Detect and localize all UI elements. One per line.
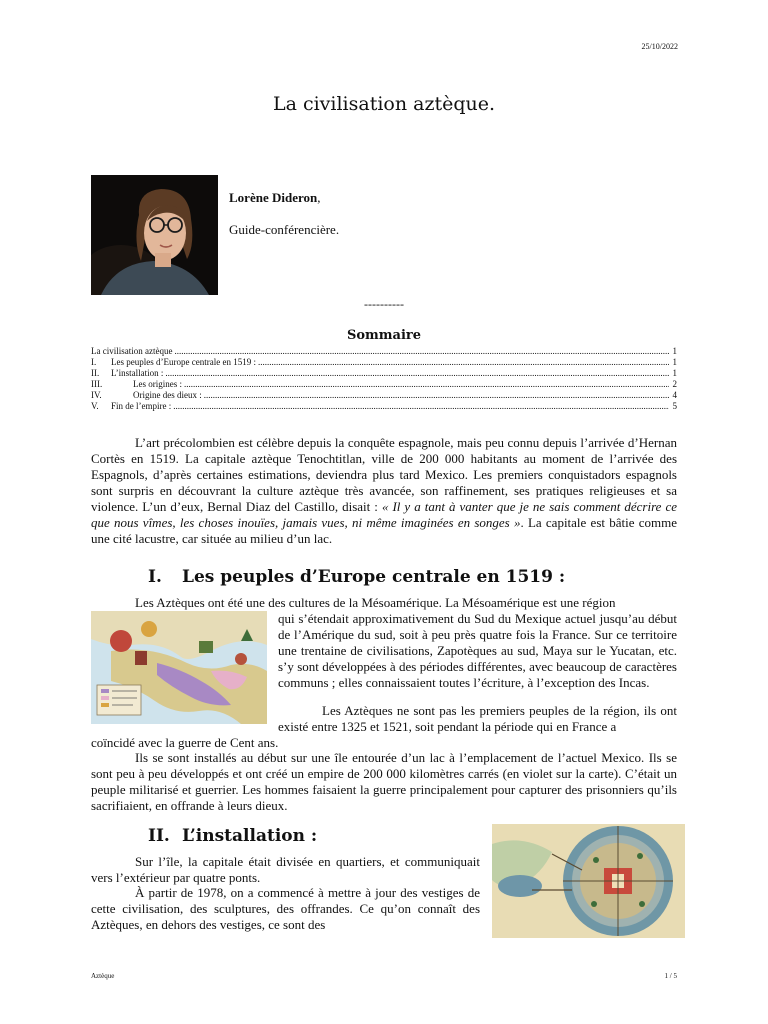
toc-item[interactable] — [91, 379, 677, 390]
toc-item-number: I. — [91, 357, 97, 367]
toc-leader — [258, 357, 669, 368]
toc-item-page: 1 — [672, 368, 677, 378]
section-number: II. — [148, 826, 170, 846]
intro-text: L’art précolombien est célèbre depuis la conquête espagnole, mais peu connu depuis l’arrivée d’Hernan Cortès en 1519. La capitale aztèque Tenochtitlan, ville de 200 000 habitants au moment de l’arrivée des Espagnols, d’après certaines estimations, deviendra plus tard Mexico. Les premiers conquistadors espagnols sont surpris en découvrant la culture aztèque très avancée, son raffinement, ses pratiques religieuses et sa violence. L’un d’eux, Bernal Diaz del Castillo, disait : — [91, 435, 677, 514]
tenochtitlan-map-image — [492, 824, 685, 938]
page-number: 1 / 5 — [664, 972, 677, 980]
intro-paragraph — [91, 435, 677, 547]
toc-item-label: La civilisation aztèque — [91, 346, 173, 356]
section2-paragraph-2: À partir de 1978, on a commencé à mettre à jour des vestiges de cette civilisation, des sculptures, des offrandes. Ce qu’on connaît des Aztèques, en dehors des vestiges, ce sont des — [91, 885, 480, 932]
author-name-suffix: , — [317, 190, 321, 205]
author-name — [229, 190, 320, 206]
toc-item-page: 2 — [672, 379, 677, 389]
toc-item-number: V. — [91, 401, 99, 411]
author-role: Guide-conférencière. — [229, 222, 340, 237]
section2-paragraph-1: Sur l’île, la capitale était divisée en quartiers, et communiquait vers l’extérieur par quatre ponts. — [91, 854, 480, 885]
toc-item-label: Fin de l’empire : — [111, 401, 172, 411]
toc-leader — [165, 368, 669, 379]
intro-text-end: . La capitale est bâtie comme une cité lacustre, car située au milieu d’un lac. — [91, 515, 677, 546]
toc-item-number: III. — [91, 379, 103, 389]
toc-leader — [174, 346, 669, 357]
section-number: I. — [148, 567, 162, 587]
section-title: L’installation : — [182, 826, 318, 846]
intro-quote: « Il y a tant à vanter que je ne sais comment décrire ce que nous vîmes, les choses inouïes, jamais vues, ni même imaginées en songes » — [91, 499, 678, 530]
section1-paragraph-rest: qui s’étendait approximativement du Sud du Mexique actuel jusqu’au début de l’Amérique du sud, soit à peu près quatre fois la France. Sur ce territoire une trentaine de civilisations, Zapotèques au sud, Maya sur le Yucatan, etc. s’y sont développées à des périodes différentes, avec beaucoup de caractères communs ; elles connaissaient toutes l’écriture, à l’exception des Incas. — [278, 611, 677, 690]
toc-item-label: Les origines : — [133, 379, 182, 389]
table-of-contents — [91, 346, 677, 412]
section1-paragraph-line1: Les Aztèques ont été une des cultures de la Mésoamérique. La Mésoamérique est une région — [135, 595, 616, 610]
toc-item[interactable] — [91, 368, 677, 379]
section1-paragraph-3: Ils se sont installés au début sur une île entourée d’un lac à l’emplacement de l’actuel Mexico. Ils se sont peu à peu développés et ont créé un empire de 200 000 kilomètres carrés (en violet sur la carte). C’était un peuple militarisé et guerrier. Les hommes faisaient la guerre principalement pour capturer des prisonniers qu’ils sacrifiaient, en offrande à leurs dieux. — [91, 750, 677, 813]
toc-item[interactable] — [91, 346, 677, 357]
toc-leader — [173, 401, 669, 412]
separator: ---------- — [364, 297, 404, 311]
author-photo — [91, 175, 218, 295]
toc-item-number: II. — [91, 368, 100, 378]
toc-item-number: IV. — [91, 390, 102, 400]
toc-title: Sommaire — [346, 328, 422, 343]
mesoamerica-map-image — [91, 611, 267, 724]
toc-item[interactable] — [91, 401, 677, 412]
section-heading-2 — [148, 826, 317, 846]
toc-item-page: 5 — [672, 401, 677, 411]
page-title: La civilisation aztèque. — [272, 93, 496, 115]
toc-item-page: 1 — [672, 357, 677, 367]
toc-item-label: L’installation : — [111, 368, 164, 378]
section-heading-1 — [148, 567, 565, 587]
toc-item[interactable] — [91, 390, 677, 401]
toc-leader — [204, 390, 669, 401]
toc-leader — [184, 379, 669, 390]
footer-label: Aztèque — [91, 972, 115, 980]
toc-item-label: Origine des dieux : — [133, 390, 202, 400]
section1-paragraph-2: Les Aztèques ne sont pas les premiers peuples de la région, ils ont existé entre 1325 et 1521, soit pendant la période qui en France a — [278, 703, 677, 734]
toc-item-page: 4 — [672, 390, 677, 400]
section-title: Les peuples d’Europe centrale en 1519 : — [182, 567, 566, 587]
toc-item-label: Les peuples d’Europe centrale en 1519 : — [111, 357, 256, 367]
header-date: 25/10/2022 — [641, 42, 678, 51]
toc-item-page: 1 — [672, 346, 677, 356]
author-name-text: Lorène Dideron — [229, 190, 318, 205]
toc-item[interactable] — [91, 357, 677, 368]
section1-paragraph-2-end: coïncidé avec la guerre de Cent ans. — [91, 735, 279, 750]
